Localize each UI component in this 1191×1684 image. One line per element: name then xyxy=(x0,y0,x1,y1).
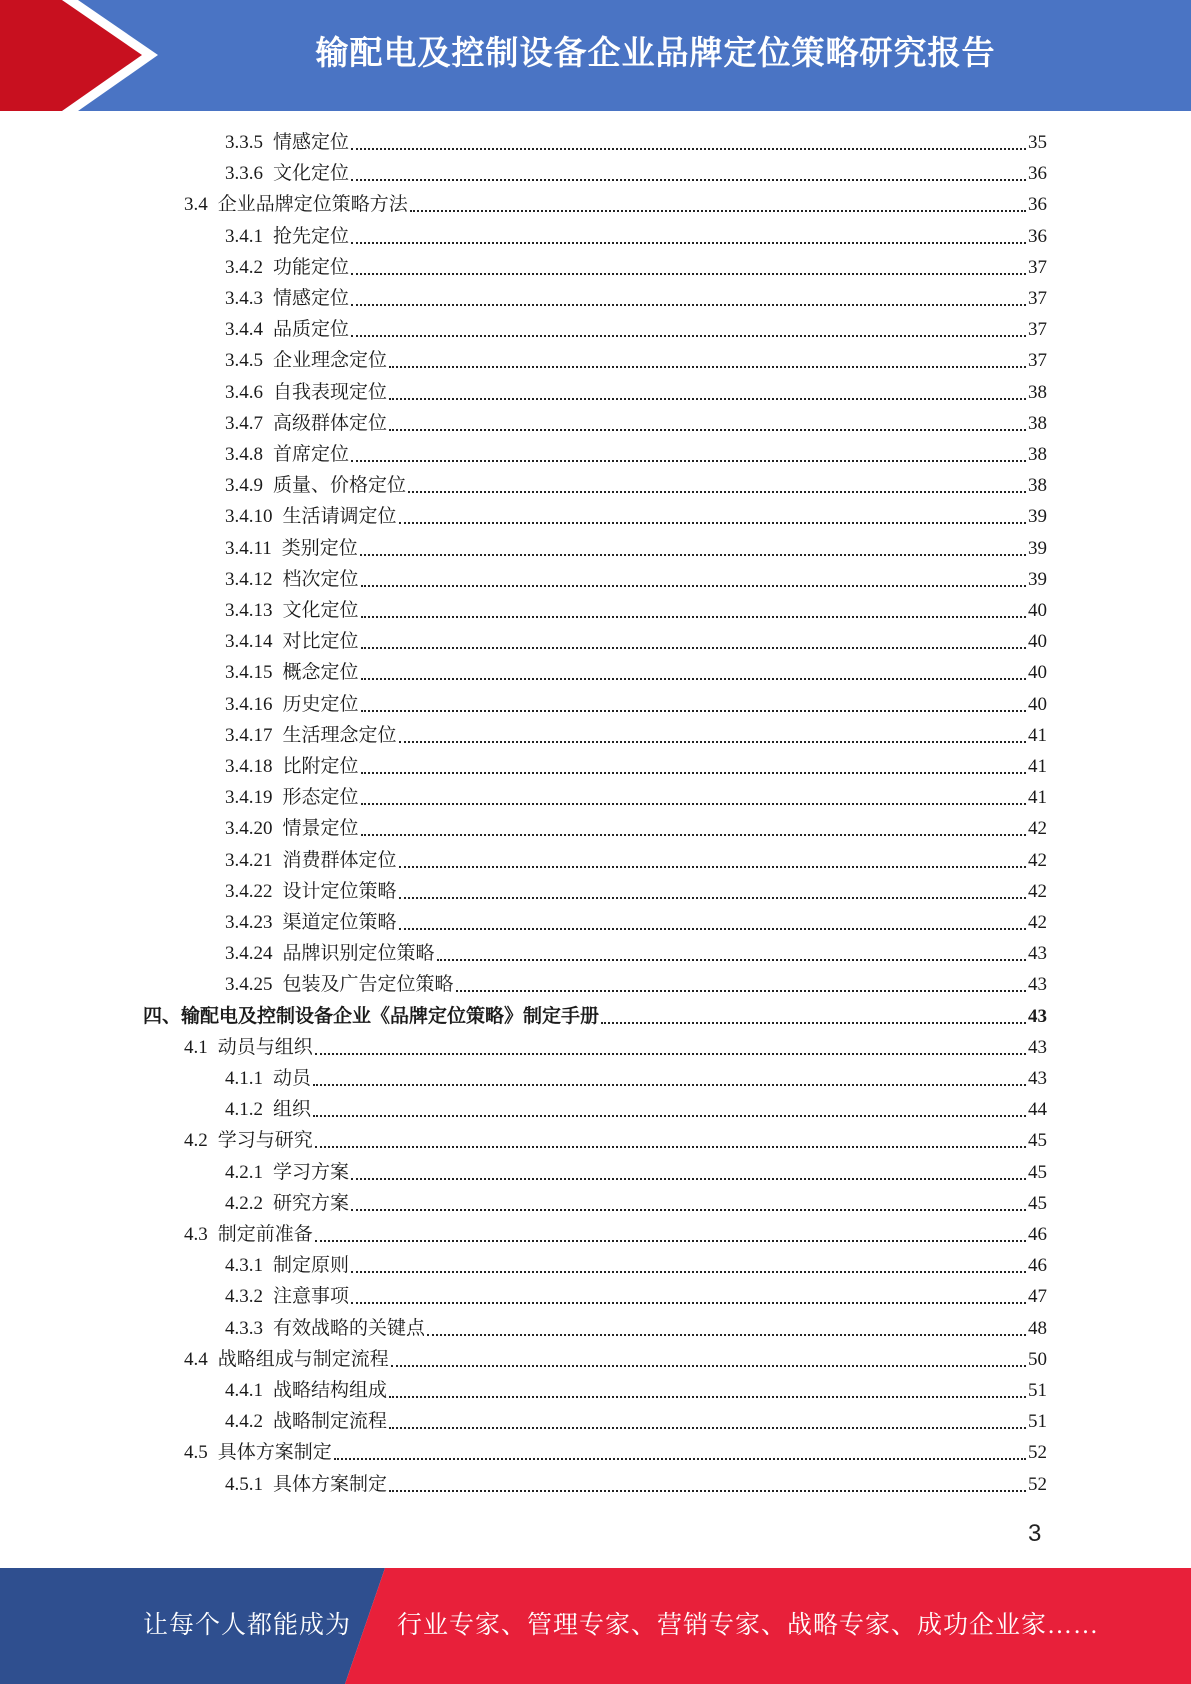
toc-entry-page: 45 xyxy=(1028,1161,1047,1183)
toc-leader-dots xyxy=(351,1209,1026,1211)
toc-entry-page: 41 xyxy=(1028,724,1047,746)
toc-entry-number: 3.4.22 xyxy=(225,880,273,902)
toc-leader-dots xyxy=(399,897,1026,899)
toc-entry-title: 文化定位 xyxy=(282,600,359,621)
toc-entry[interactable] xyxy=(225,875,1047,903)
toc-leader-dots xyxy=(408,491,1026,493)
toc-entry-title: 高级群体定位 xyxy=(273,412,388,434)
toc-entry[interactable] xyxy=(225,1249,1047,1277)
toc-entry[interactable] xyxy=(225,376,1047,404)
toc-entry-page: 41 xyxy=(1028,787,1047,809)
toc-entry-number: 4.3 xyxy=(184,1224,208,1245)
toc-leader-dots xyxy=(399,522,1026,524)
toc-entry-title: 企业品牌定位策略方法 xyxy=(217,194,408,216)
toc-leader-dots xyxy=(361,803,1026,805)
toc-entry-number: 3.4.6 xyxy=(225,381,263,403)
toc-entry-title: 抢先定位 xyxy=(273,225,350,247)
toc-leader-dots xyxy=(437,959,1026,961)
toc-leader-dots xyxy=(351,1178,1026,1180)
toc-entry-number: 4.4.2 xyxy=(225,1411,263,1433)
toc-leader-dots xyxy=(351,1271,1026,1273)
toc-entry[interactable] xyxy=(225,407,1047,435)
toc-entry-page: 52 xyxy=(1028,1442,1047,1464)
toc-leader-dots xyxy=(360,554,1026,556)
toc-leader-dots xyxy=(351,242,1026,244)
page-number: 3 xyxy=(1028,1520,1042,1547)
toc-entry-title: 具体方案制定 xyxy=(273,1473,388,1495)
toc-entry-page: 38 xyxy=(1028,444,1047,465)
toc-entry-page: 46 xyxy=(1028,1255,1047,1277)
toc-entry-title: 四、输配电及控制设备企业《品牌定位策略》制定手册 xyxy=(143,1005,600,1027)
toc-entry-page: 45 xyxy=(1028,1130,1047,1152)
toc-entry-title: 历史定位 xyxy=(282,693,359,715)
toc-entry-number: 4.3.2 xyxy=(225,1286,263,1308)
toc-entry-page: 36 xyxy=(1028,163,1047,185)
toc-entry-page: 46 xyxy=(1028,1224,1047,1245)
header-bar xyxy=(0,0,1191,111)
toc-entry-number: 4.2.2 xyxy=(225,1192,263,1214)
toc-entry[interactable] xyxy=(184,1436,1047,1464)
toc-entry-number: 3.4.15 xyxy=(225,662,273,684)
toc-entry-number: 3.4.1 xyxy=(225,225,263,247)
toc-entry-number: 3.4.24 xyxy=(225,943,273,965)
toc-entry-title: 渠道定位策略 xyxy=(282,912,397,933)
toc-leader-dots xyxy=(351,1302,1026,1304)
toc-leader-dots xyxy=(361,647,1026,649)
toc-entry-number: 3.4.8 xyxy=(225,444,263,465)
toc-entry-title: 形态定位 xyxy=(282,787,359,809)
toc-leader-dots xyxy=(351,460,1026,462)
toc-entry-page: 42 xyxy=(1028,849,1047,871)
toc-leader-dots xyxy=(389,1396,1026,1398)
toc-entry[interactable] xyxy=(225,844,1047,872)
toc-leader-dots xyxy=(361,678,1026,680)
toc-leader-dots xyxy=(427,1334,1026,1336)
toc-entry-number: 3.4.3 xyxy=(225,288,263,309)
toc-entry-number: 3.4.18 xyxy=(225,756,273,777)
toc-entry-number: 3.4.19 xyxy=(225,787,273,809)
toc-entry[interactable] xyxy=(143,1000,1047,1028)
toc-leader-dots xyxy=(315,1240,1026,1242)
toc-entry[interactable] xyxy=(225,968,1047,996)
toc-entry-title: 档次定位 xyxy=(282,568,359,590)
footer-slogan-right: 行业专家、管理专家、营销专家、战略专家、成功企业家…… xyxy=(397,1612,1100,1639)
toc-entry-number: 3.4.4 xyxy=(225,319,263,341)
toc-leader-dots xyxy=(389,366,1026,368)
toc-entry-page: 39 xyxy=(1028,537,1047,559)
toc-entry-title: 学习与研究 xyxy=(217,1130,313,1152)
toc-entry[interactable] xyxy=(225,282,1047,310)
toc-entry-page: 51 xyxy=(1028,1411,1047,1433)
toc-entry[interactable] xyxy=(225,656,1047,684)
toc-entry[interactable] xyxy=(225,937,1047,965)
toc-entry-page: 39 xyxy=(1028,506,1047,528)
toc-entry-page: 44 xyxy=(1028,1099,1047,1121)
toc-entry[interactable] xyxy=(225,1280,1047,1308)
toc-leader-dots xyxy=(399,928,1026,930)
toc-entry-page: 36 xyxy=(1028,225,1047,247)
toc-leader-dots xyxy=(399,866,1026,868)
toc-entry[interactable] xyxy=(225,532,1047,560)
toc-entry-title: 类别定位 xyxy=(281,537,358,559)
toc-entry-page: 42 xyxy=(1028,880,1047,902)
toc-entry-title: 功能定位 xyxy=(273,256,350,278)
toc-entry[interactable] xyxy=(225,1062,1047,1090)
toc-entry[interactable] xyxy=(184,1124,1047,1152)
toc-entry-title: 概念定位 xyxy=(282,662,359,684)
toc-leader-dots xyxy=(351,273,1026,275)
toc-entry-page: 40 xyxy=(1028,662,1047,684)
toc-entry-number: 3.4 xyxy=(184,194,208,216)
footer-bar xyxy=(0,1568,1191,1684)
toc-entry-number: 3.4.16 xyxy=(225,693,273,715)
toc-entry-number: 3.4.20 xyxy=(225,818,273,840)
toc-entry-title: 制定前准备 xyxy=(217,1224,313,1245)
toc-leader-dots xyxy=(361,616,1026,618)
toc-entry-number: 4.4 xyxy=(184,1348,208,1370)
toc-entry[interactable] xyxy=(225,812,1047,840)
toc-entry-number: 3.4.21 xyxy=(225,849,273,871)
toc-entry[interactable] xyxy=(225,1374,1047,1402)
toc-entry-title: 包装及广告定位策略 xyxy=(282,974,454,996)
toc-leader-dots xyxy=(315,1146,1026,1148)
toc-entry-title: 组织 xyxy=(273,1099,312,1121)
toc-entry-number: 3.3.6 xyxy=(225,163,263,185)
toc-entry[interactable] xyxy=(184,1218,1047,1246)
toc-entry-title: 比附定位 xyxy=(282,756,359,777)
toc-entry-number: 3.4.2 xyxy=(225,256,263,278)
toc-entry-page: 40 xyxy=(1028,631,1047,653)
toc-entry[interactable] xyxy=(225,469,1047,497)
toc-entry-page: 51 xyxy=(1028,1380,1047,1401)
toc-entry[interactable] xyxy=(225,1156,1047,1184)
toc-leader-dots xyxy=(361,585,1026,587)
toc-entry-title: 战略组成与制定流程 xyxy=(217,1348,389,1370)
toc-leader-dots xyxy=(601,1022,1026,1024)
toc-entry-page: 41 xyxy=(1028,756,1047,777)
toc-leader-dots xyxy=(389,398,1026,400)
toc-entry[interactable] xyxy=(225,1187,1047,1215)
toc-entry[interactable] xyxy=(225,313,1047,341)
toc-entry-title: 消费群体定位 xyxy=(282,849,397,871)
toc-entry-page: 36 xyxy=(1028,194,1047,216)
toc-leader-dots xyxy=(361,834,1026,836)
toc-entry-title: 首席定位 xyxy=(273,444,350,465)
toc-leader-dots xyxy=(315,1053,1026,1055)
toc-leader-dots xyxy=(399,741,1026,743)
toc-entry-title: 品牌识别定位策略 xyxy=(282,943,435,965)
toc-entry-number: 4.1 xyxy=(184,1036,208,1058)
toc-entry[interactable] xyxy=(184,1343,1047,1371)
toc-entry-title: 品质定位 xyxy=(273,319,350,341)
toc-entry-number: 3.4.14 xyxy=(225,631,273,653)
toc-entry-number: 4.2 xyxy=(184,1130,208,1152)
toc-entry-page: 40 xyxy=(1028,693,1047,715)
toc-entry[interactable] xyxy=(225,563,1047,591)
toc-entry-number: 4.1.2 xyxy=(225,1099,263,1121)
toc-entry-number: 4.1.1 xyxy=(225,1068,263,1089)
toc-entry[interactable] xyxy=(225,157,1047,185)
toc-entry-number: 3.3.5 xyxy=(225,132,263,153)
toc-leader-dots xyxy=(410,210,1026,212)
footer-slogan-left: 让每个人都能成为 xyxy=(143,1612,352,1639)
toc-entry[interactable] xyxy=(225,1093,1047,1121)
toc-entry-number: 3.4.17 xyxy=(225,724,273,746)
toc-entry-page: 42 xyxy=(1028,912,1047,933)
toc-entry-title: 动员与组织 xyxy=(217,1036,313,1058)
toc-leader-dots xyxy=(313,1115,1026,1117)
toc-entry-page: 38 xyxy=(1028,381,1047,403)
toc-entry-title: 生活理念定位 xyxy=(282,724,397,746)
toc-entry[interactable] xyxy=(225,1405,1047,1433)
toc-entry-page: 48 xyxy=(1028,1317,1047,1339)
toc-entry-page: 43 xyxy=(1028,1036,1047,1058)
toc-entry-title: 注意事项 xyxy=(273,1286,350,1308)
toc-entry[interactable] xyxy=(225,625,1047,653)
toc-entry-number: 3.4.25 xyxy=(225,974,273,996)
toc-entry[interactable] xyxy=(225,344,1047,372)
toc-entry-number: 4.2.1 xyxy=(225,1161,263,1183)
toc-leader-dots xyxy=(361,772,1026,774)
toc-entry-page: 43 xyxy=(1028,974,1047,996)
toc-entry-page: 40 xyxy=(1028,600,1047,621)
toc-leader-dots xyxy=(456,990,1026,992)
toc-entry-title: 情感定位 xyxy=(273,288,350,309)
toc-leader-dots xyxy=(389,429,1026,431)
toc-entry-number: 3.4.7 xyxy=(225,412,263,434)
toc-entry-number: 3.4.10 xyxy=(225,506,273,528)
toc-entry-number: 4.3.3 xyxy=(225,1317,263,1339)
toc-entry-title: 战略结构组成 xyxy=(273,1380,388,1401)
toc-entry-title: 对比定位 xyxy=(282,631,359,653)
toc-entry-title: 企业理念定位 xyxy=(273,350,388,372)
toc-leader-dots xyxy=(389,1427,1026,1429)
toc-entry-title: 制定原则 xyxy=(273,1255,350,1277)
toc-entry[interactable] xyxy=(225,719,1047,747)
toc-entry-title: 设计定位策略 xyxy=(282,880,397,902)
toc-leader-dots xyxy=(351,304,1026,306)
toc-leader-dots xyxy=(351,148,1026,150)
toc-leader-dots xyxy=(351,335,1026,337)
toc-entry-page: 43 xyxy=(1028,1005,1047,1027)
toc-entry[interactable] xyxy=(225,688,1047,716)
toc-leader-dots xyxy=(361,710,1026,712)
toc-entry-page: 43 xyxy=(1028,943,1047,965)
toc-entry-number: 3.4.12 xyxy=(225,568,273,590)
toc-leader-dots xyxy=(334,1458,1026,1460)
toc-entry-number: 4.4.1 xyxy=(225,1380,263,1401)
toc-leader-dots xyxy=(351,179,1026,181)
toc-entry[interactable] xyxy=(225,781,1047,809)
toc-entry-title: 质量、价格定位 xyxy=(273,475,407,497)
toc-entry-number: 4.5.1 xyxy=(225,1473,263,1495)
toc-entry-title: 具体方案制定 xyxy=(217,1442,332,1464)
toc-entry-title: 文化定位 xyxy=(273,163,350,185)
toc-entry-page: 38 xyxy=(1028,475,1047,497)
toc-entry-title: 生活请调定位 xyxy=(282,506,397,528)
toc-entry-number: 3.4.13 xyxy=(225,600,273,621)
toc-entry[interactable] xyxy=(184,1031,1047,1059)
toc-entry-page: 37 xyxy=(1028,350,1047,372)
toc-entry[interactable] xyxy=(225,438,1047,466)
toc-entry[interactable] xyxy=(225,500,1047,528)
toc-entry-page: 39 xyxy=(1028,568,1047,590)
toc-entry-number: 3.4.23 xyxy=(225,912,273,933)
toc-entry-page: 43 xyxy=(1028,1068,1047,1089)
toc-entry-page: 42 xyxy=(1028,818,1047,840)
toc-entry-number: 3.4.9 xyxy=(225,475,263,497)
toc-entry-title: 动员 xyxy=(273,1068,312,1089)
toc-entry[interactable] xyxy=(225,906,1047,934)
toc-entry-page: 45 xyxy=(1028,1192,1047,1214)
toc-entry-title: 情感定位 xyxy=(273,132,350,153)
toc-entry[interactable] xyxy=(225,1468,1047,1496)
toc-entry[interactable] xyxy=(225,594,1047,622)
toc-entry[interactable] xyxy=(184,188,1047,216)
toc-entry-page: 37 xyxy=(1028,288,1047,309)
toc-entry-page: 38 xyxy=(1028,412,1047,434)
toc-entry[interactable] xyxy=(225,750,1047,778)
toc-entry-title: 有效战略的关键点 xyxy=(273,1317,426,1339)
toc-entry-title: 自我表现定位 xyxy=(273,381,388,403)
toc-leader-dots xyxy=(313,1084,1026,1086)
toc-entry-page: 52 xyxy=(1028,1473,1047,1495)
toc-entry[interactable] xyxy=(225,220,1047,248)
toc-entry-page: 35 xyxy=(1028,132,1047,153)
toc-entry-page: 37 xyxy=(1028,319,1047,341)
toc-entry-page: 50 xyxy=(1028,1348,1047,1370)
toc-leader-dots xyxy=(391,1365,1026,1367)
toc-entry-page: 47 xyxy=(1028,1286,1047,1308)
toc-entry[interactable] xyxy=(225,126,1047,154)
toc-entry-title: 学习方案 xyxy=(273,1161,350,1183)
toc-entry[interactable] xyxy=(225,1312,1047,1340)
toc-leader-dots xyxy=(389,1490,1026,1492)
toc-entry-title: 研究方案 xyxy=(273,1192,350,1214)
toc-entry-title: 战略制定流程 xyxy=(273,1411,388,1433)
toc-entry[interactable] xyxy=(225,251,1047,279)
toc-entry-number: 3.4.11 xyxy=(225,537,272,559)
toc-entry-page: 37 xyxy=(1028,256,1047,278)
toc-entry-number: 4.5 xyxy=(184,1442,208,1464)
report-title: 输配电及控制设备企业品牌定位策略研究报告 xyxy=(315,33,996,72)
toc-entry-number: 3.4.5 xyxy=(225,350,263,372)
toc-entry-number: 4.3.1 xyxy=(225,1255,263,1277)
toc-entry-title: 情景定位 xyxy=(282,818,359,840)
